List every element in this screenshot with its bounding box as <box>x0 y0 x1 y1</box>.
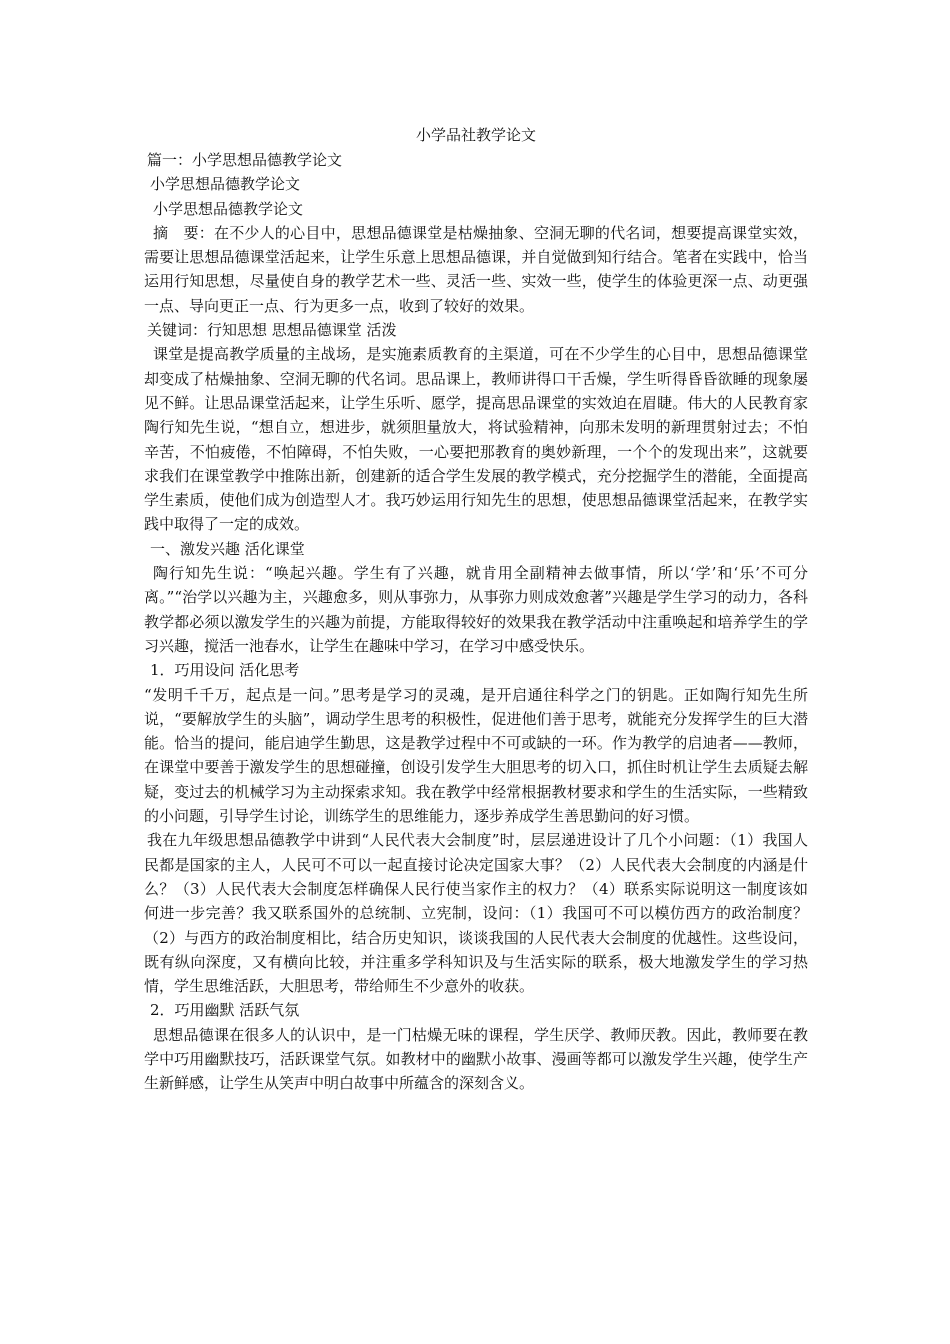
example-paragraph: 我在九年级思想品德教学中讲到“人民代表大会制度”时，层层递进设计了几个小问题：（1）我国人民都是国家的主人，人民可不可以一起直接讨论决定国家大事？（2）人民代表大会制度的内涵是什么？（3）人民代表大会制度怎样确保人民行使当家作主的权力？（4）联系实际说明这一制度该如何进一步完善？我又联系国外的总统制、立宪制，设问：（1）我国可不可以模仿西方的政治制度？（2）与西方的政治制度相比，结合历史知识，谈谈我国的人民代表大会制度的优越性。这些设问，既有纵向深度，又有横向比较，并注重多学科知识及与生活实际的联系，极大地激发学生的学习热情，学生思维活跃，大胆思考，带给师生不少意外的收获。 <box>144 831 808 996</box>
subsection-heading-1: 1．巧用设问 活化思考 <box>150 661 300 680</box>
heading-part-one: 篇一：小学思想品德教学论文 <box>147 151 343 169</box>
section-1-paragraph: 陶行知先生说：“唤起兴趣。学生有了兴趣，就肯用全副精神去做事情，所以‘学’和‘乐’不可分离。”“治学以兴趣为主，兴趣愈多，则从事弥力，从事弥力则成效愈著”兴趣是学生学习的动力，各科教学都必须以激发学生的兴趣为前提，方能取得较好的效果我在教学活动中注重唤起和培养学生的学习兴趣，搅活一池春水，让学生在趣味中学习，在学习中感受快乐。 <box>144 564 808 655</box>
subsection-heading-2: 2．巧用幽默 活跃气氛 <box>150 1001 300 1020</box>
keywords-line: 关键词：行知思想 思想品德课堂 活泼 <box>147 321 397 340</box>
abstract-paragraph: 摘 要：在不少人的心目中，思想品德课堂是枯燥抽象、空洞无聊的代名词，想要提高课堂实效，需要让思想品德课堂活起来，让学生乐意上思想品德课，并自觉做到知行结合。笔者在实践中，恰当运用行知思想，尽量使自身的教学艺术一些、灵活一些、实效一些，使学生的体验更深一点、动更强一点、导向更正一点、行为更多一点，收到了较好的效果。 <box>144 223 808 315</box>
heading-article-subtitle: 小学思想品德教学论文 <box>153 199 304 218</box>
intro-paragraph: 课堂是提高教学质量的主战场，是实施素质教育的主渠道，可在不少学生的心目中，思想品德课堂却变成了枯燥抽象、空洞无聊的代名词。思品课上，教师讲得口干舌燥，学生听得昏昏欲睡的现象屡见不鲜。让思品课堂活起来，让学生乐听、愿学，提高思品课堂的实效迫在眉睫。伟大的人民教育家陶行知先生说，“想自立，想进步，就须胆量放大，将试验精神，向那未发明的新理贯射过去；不怕辛苦，不怕疲倦，不怕障碍，不怕失败，一心要把那教育的奥妙新理，一个个的发现出来”，这就要求我们在课堂教学中推陈出新，创建新的适合学生发展的教学模式，充分挖掘学生的潜能，全面提高学生素质，使他们成为创造型人才。我巧妙运用行知先生的思想，使思想品德课堂活起来，在教学实践中取得了一定的成效。 <box>144 345 808 534</box>
document-page <box>144 124 808 1096</box>
subsection-2-paragraph: 思想品德课在很多人的认识中，是一门枯燥无味的课程，学生厌学、教师厌教。因此，教师要在教学中巧用幽默技巧，活跃课堂气氛。如教材中的幽默小故事、漫画等都可以激发学生兴趣，使学生产生新鲜感，让学生从笑声中明白故事中所蕴含的深刻含义。 <box>144 1025 808 1093</box>
document-title: 小学品社教学论文 <box>415 126 536 144</box>
section-heading-1: 一、激发兴趣 活化课堂 <box>150 539 305 558</box>
subsection-1-paragraph: “发明千千万，起点是一问。”思考是学习的灵魂，是开启通往科学之门的钥匙。正如陶行知先生所说，“要解放学生的头脑”，调动学生思考的积极性，促进他们善于思考，就能充分发挥学生的巨大潜能。恰当的提问，能启迪学生勤思，这是教学过程中不可或缺的一环。作为教学的启迪者——教师，在课堂中要善于激发学生的思想碰撞，创设引发学生大胆思考的切入口，抓住时机让学生去质疑去解疑，变过去的机械学习为主动探索求知。我在教学中经常根据教材要求和学生的生活实际，一些精致的小问题，引导学生讨论，训练学生的思维能力，逐步养成学生善思勤问的好习惯。 <box>144 685 808 826</box>
heading-article-title: 小学思想品德教学论文 <box>150 175 301 194</box>
